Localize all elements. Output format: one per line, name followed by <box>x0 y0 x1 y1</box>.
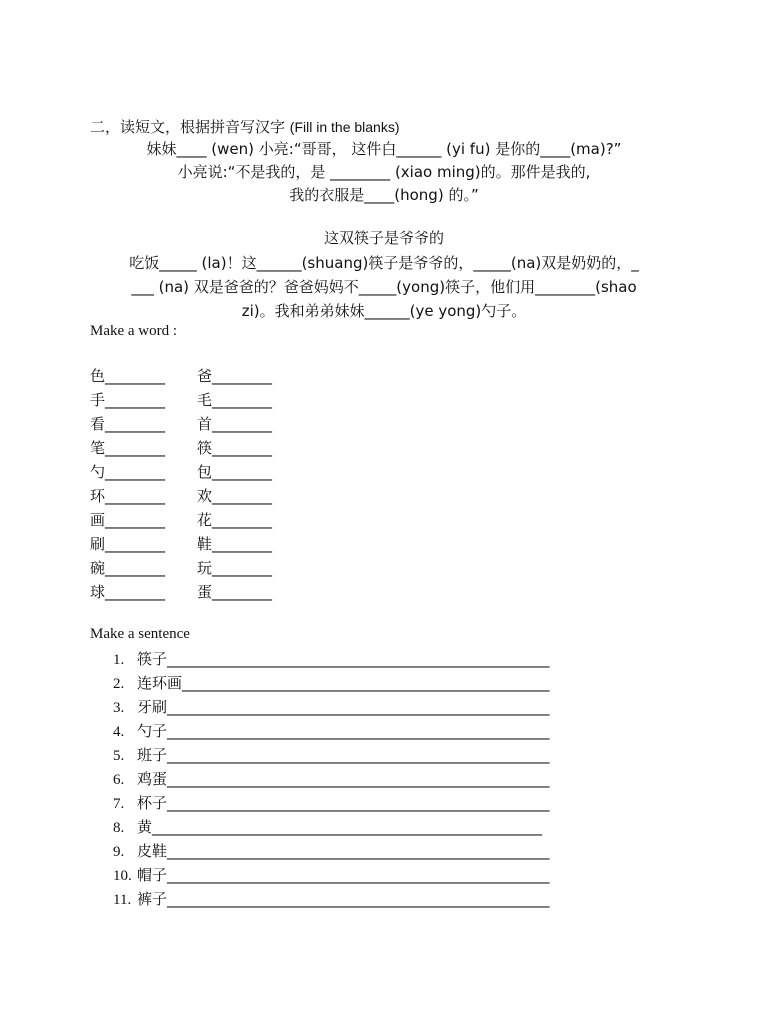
sentence-blank[interactable]: 筷子___________________________________________________ <box>137 650 550 668</box>
section-heading <box>90 116 400 137</box>
sentence-number: 10. <box>113 868 132 884</box>
word-row <box>90 484 304 508</box>
sentence-blank[interactable]: 勺子___________________________________________________ <box>137 722 550 740</box>
word-row <box>90 556 304 580</box>
word-row <box>90 436 304 460</box>
paragraph-line: 小亮说:“不是我的，是 ________ (xiao ming)的。那件是我的, <box>177 163 591 181</box>
word-blank[interactable]: 花________ <box>197 511 273 529</box>
word-blank[interactable]: 爸________ <box>197 367 273 385</box>
sentence-item[interactable] <box>113 863 550 887</box>
section-heading-zh: 二，读短文，根据拼音写汉字 <box>90 118 286 136</box>
word-row <box>90 412 304 436</box>
sentence-blank[interactable]: 黄____________________________________________________ <box>137 818 543 836</box>
word-blank[interactable]: 勺________ <box>90 463 166 481</box>
sentence-item[interactable] <box>113 743 550 767</box>
word-blank[interactable]: 包________ <box>197 463 273 481</box>
word-blank[interactable]: 筷________ <box>197 439 273 457</box>
word-blank[interactable]: 看________ <box>90 415 166 433</box>
sentence-number: 11. <box>113 892 132 908</box>
sentence-item[interactable] <box>113 647 550 671</box>
sentence-number: 5. <box>113 748 125 764</box>
paragraph-line: 妹妹____ (wen) 小亮:“哥哥， 这件白______ (yi fu) 是你的____(ma)?” <box>146 140 622 158</box>
sentence-number: 8. <box>113 820 125 836</box>
word-blank[interactable]: 手________ <box>90 391 166 409</box>
sentence-number: 1. <box>113 652 125 668</box>
sentence-blank[interactable]: 连环画_________________________________________________ <box>137 674 550 692</box>
sentence-item[interactable] <box>113 719 550 743</box>
sentence-blank[interactable]: 牙刷___________________________________________________ <box>137 698 550 716</box>
sentence-item[interactable] <box>113 695 550 719</box>
word-row <box>90 580 304 604</box>
passage-line: 吃饭_____ (la)！这______(shuang)筷子是爷爷的，_____(na)双是奶奶的，_ <box>129 254 639 272</box>
sentence-blank[interactable]: 皮鞋___________________________________________________ <box>137 842 550 860</box>
word-blank[interactable]: 鞋________ <box>197 535 273 553</box>
passage-line: ___ (na) 双是爸爸的？爸爸妈妈不_____(yong)筷子，他们用________(shao <box>131 278 637 296</box>
sentence-item[interactable] <box>113 671 550 695</box>
sentence-item[interactable] <box>113 767 550 791</box>
section-heading-en: (Fill in the blanks) <box>289 119 400 135</box>
word-blank[interactable]: 球________ <box>90 583 166 601</box>
word-blank[interactable]: 碗________ <box>90 559 166 577</box>
word-blank[interactable]: 画________ <box>90 511 166 529</box>
sentence-blank[interactable]: 杯子___________________________________________________ <box>137 794 550 812</box>
sentence-item[interactable] <box>113 839 550 863</box>
word-blank[interactable]: 笔________ <box>90 439 166 457</box>
word-blank[interactable]: 毛________ <box>197 391 273 409</box>
sentence-number: 3. <box>113 700 125 716</box>
passage-title: 这双筷子是爷爷的 <box>323 229 444 247</box>
word-row <box>90 364 304 388</box>
sentence-blank[interactable]: 班子___________________________________________________ <box>137 746 550 764</box>
word-blank[interactable]: 色________ <box>90 367 166 385</box>
sentence-blank[interactable]: 帽子___________________________________________________ <box>137 866 550 884</box>
sentence-number: 7. <box>113 796 125 812</box>
word-row <box>90 388 304 412</box>
sentence-blank[interactable]: 鸡蛋___________________________________________________ <box>137 770 550 788</box>
make-word-title: Make a word : <box>90 323 178 339</box>
word-blank[interactable]: 环________ <box>90 487 166 505</box>
sentence-item[interactable] <box>113 815 542 839</box>
sentence-number: 2. <box>113 676 125 692</box>
word-row <box>90 460 304 484</box>
word-blank[interactable]: 玩________ <box>197 559 273 577</box>
sentence-number: 9. <box>113 844 125 860</box>
word-row <box>90 508 304 532</box>
sentence-item[interactable] <box>113 887 550 911</box>
sentence-item[interactable] <box>113 791 550 815</box>
paragraph-line: 我的衣服是____(hong) 的。” <box>289 186 479 204</box>
make-sentence-title: Make a sentence <box>90 626 190 642</box>
sentence-number: 4. <box>113 724 125 740</box>
word-blank[interactable]: 蛋________ <box>197 583 273 601</box>
word-blank[interactable]: 欢________ <box>197 487 273 505</box>
word-blank[interactable]: 首________ <box>197 415 273 433</box>
sentence-number: 6. <box>113 772 125 788</box>
word-blank[interactable]: 刷________ <box>90 535 166 553</box>
sentence-blank[interactable]: 裤子___________________________________________________ <box>137 890 550 908</box>
passage-line: zi)。我和弟弟妹妹______(ye yong)勺子。 <box>241 302 527 320</box>
word-row <box>90 532 304 556</box>
